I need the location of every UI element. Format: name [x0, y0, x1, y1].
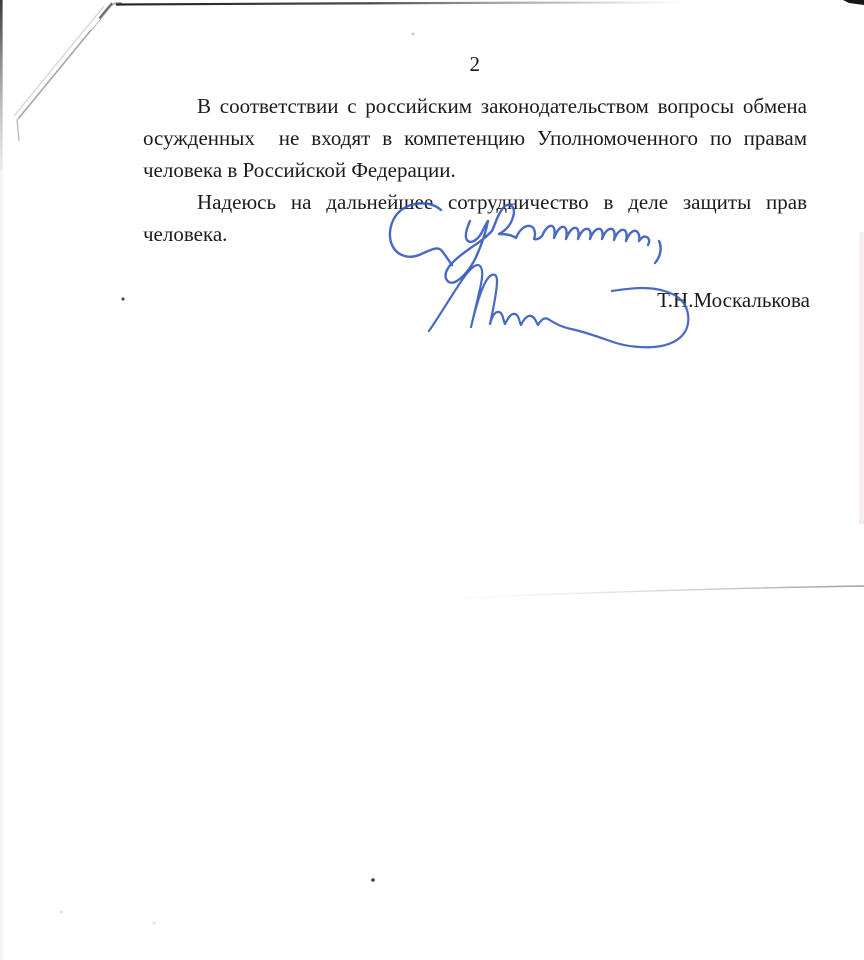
paragraph1-line1: В соответствии с российским законодательством вопросы обмена: [197, 94, 807, 118]
right-edge-streak-artifact: [859, 232, 864, 524]
paragraph1-line3: человека в Российской Федерации.: [143, 158, 456, 182]
paragraph1-line2: осужденных не входят в компетенцию Уполномоченного по правам: [143, 126, 807, 150]
page-number: 2: [469, 52, 481, 76]
crease-line-artifact: [455, 586, 864, 598]
corner-fold-artifact: [14, 3, 122, 141]
letter-body: [143, 90, 807, 250]
top-page-edge-artifact: [116, 3, 680, 5]
signatory-name: Т.Н.Москалькова: [657, 288, 810, 312]
left-page-edge-artifact: [0, 0, 3, 960]
top-right-corner-artifact: [843, 0, 864, 5]
paragraph2-line1: Надеюсь на дальнейшее сотрудничество в деле защиты прав человека.: [143, 190, 807, 246]
left-top-edge-shadow: [0, 0, 3, 170]
